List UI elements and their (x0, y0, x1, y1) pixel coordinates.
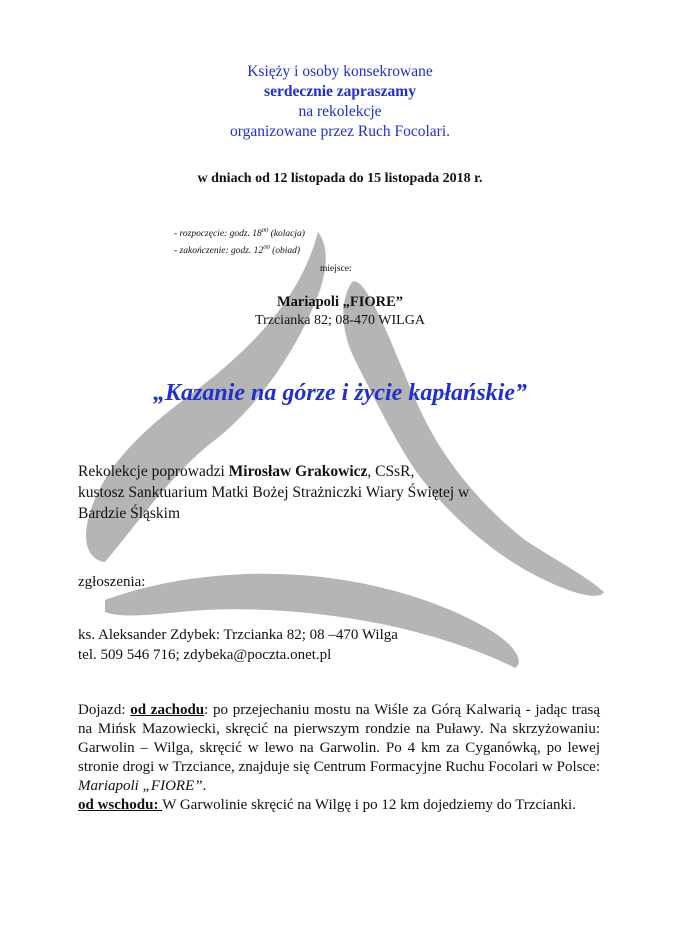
place-address: Trzcianka 82; 08-470 WILGA (255, 313, 425, 328)
contact-line-1: ks. Aleksander Zdybek: Trzcianka 82; 08 –470 Wilga (78, 627, 398, 643)
contact-line-2: tel. 509 546 716; zdybeka@poczta.onet.pl (78, 647, 332, 663)
leader-line-1: Rekolekcje poprowadzi Mirosław Grakowicz, CSsR, (78, 463, 415, 480)
intro-line-1: Księży i osoby konsekrowane (247, 63, 433, 80)
event-dates: w dniach od 12 listopada do 15 listopada 2018 r. (197, 171, 483, 186)
retreat-theme-title: „Kazanie na górze i życie kapłańskie” (152, 380, 527, 406)
leader-line-2: kustosz Sanktuarium Matki Bożej Strażniczki Wiary Świętej w (78, 484, 470, 501)
end-time: - zakończenie: godz. $12^{00}$ (obiad) (174, 244, 301, 257)
contact-block (78, 625, 600, 665)
place-name: Mariapoli „FIORE” (276, 294, 404, 310)
intro-line-4: organizowane przez Ruch Focolari. (229, 123, 451, 140)
event-times (174, 224, 305, 258)
intro-block (0, 62, 680, 142)
from-west-label: od zachodu (130, 702, 205, 718)
from-east-label: od wschodu: (78, 797, 163, 813)
retreat-leader-paragraph (78, 461, 600, 524)
leader-line-3: Bardzie Śląskim (78, 505, 181, 522)
start-time: - rozpoczęcie: godz. $18^{00}$ (kolacja) (174, 227, 305, 240)
directions-paragraph: Dojazd: od zachodu: po przejechaniu mostu na Wiśle za Górą Kalwarią - jadąc trasą na Mińsk Mazowiecki, skręcić na pierwszym rondzie na Puławy. Na skrzyżowaniu: Garwolin – Wilga, skręcić w lewo na Garwolin. Po 4 km za Cyganówką, po lewej stronie drogi w Trzciance, znajduje się Centrum Formacyjne Ruchu Focolari w Polsce: Mariapoli „FIORE”. od wschodu: W Garwolinie skręcić na Wilgę i po 12 km dojedziemy do Trzcianki. (78, 702, 601, 813)
intro-line-3: na rekolekcje (298, 103, 382, 120)
registration-label: zgłoszenia: (78, 574, 146, 590)
place-label: miejsce: (320, 264, 352, 274)
intro-line-2: serdecznie zapraszamy (264, 83, 416, 100)
